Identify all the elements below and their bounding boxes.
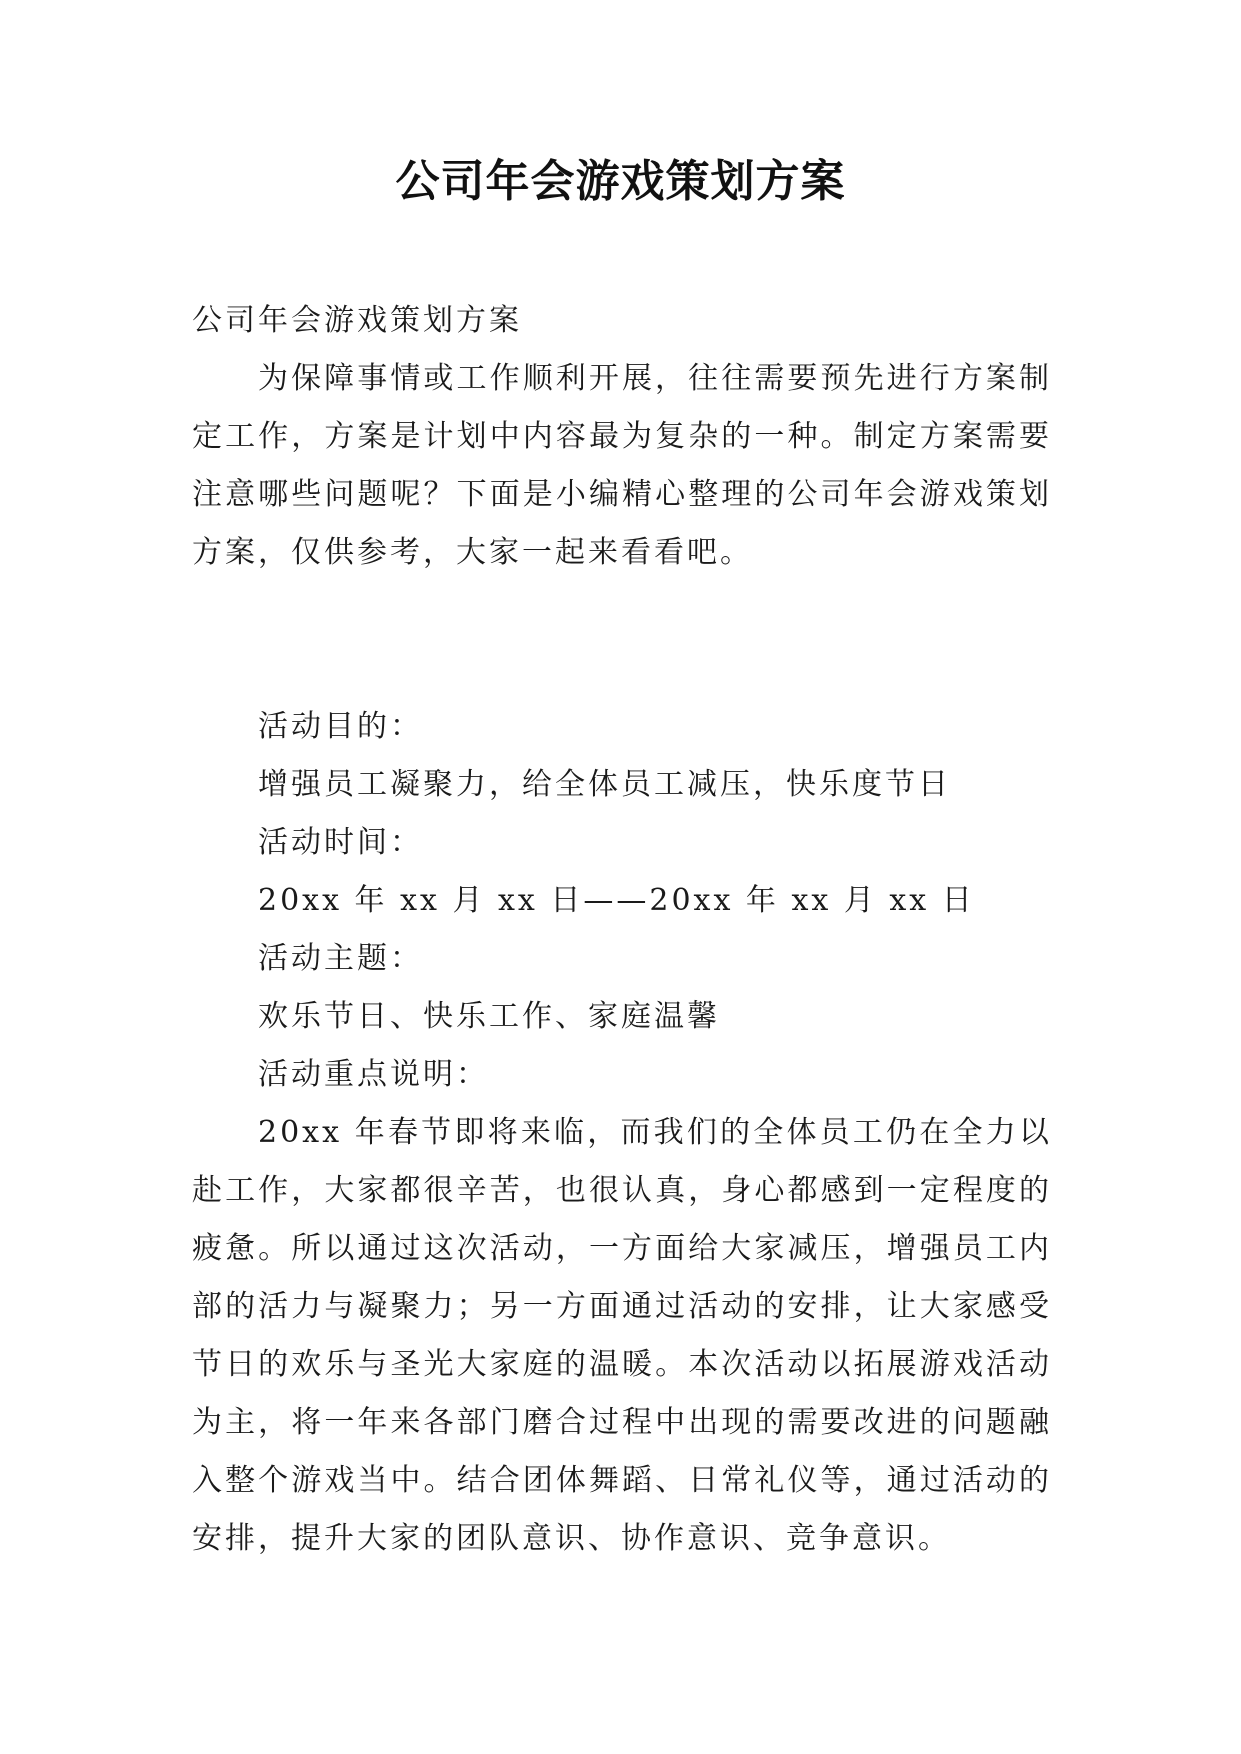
intro-paragraph: 为保障事情或工作顺利开展，往往需要预先进行方案制定工作，方案是计划中内容最为复杂的一种。制定方案需要注意哪些问题呢？下面是小编精心整理的公司年会游戏策划方案，仅供参考，大家一起来看看吧。 (192, 361, 1052, 570)
section-heading-theme: 活动主题： (258, 941, 423, 976)
document-title: 公司年会游戏策划方案 (395, 156, 846, 207)
section-content-theme: 欢乐节日、快乐工作、家庭温馨 (258, 999, 720, 1034)
document-subtitle: 公司年会游戏策划方案 (192, 303, 522, 338)
section-content-purpose: 增强员工凝聚力，给全体员工减压，快乐度节日 (258, 767, 951, 802)
document-body (192, 292, 1052, 1568)
section-heading-time: 活动时间： (258, 825, 423, 860)
section-content-key-notes: 20xx 年春节即将来临，而我们的全体员工仍在全力以赴工作，大家都很辛苦，也很认真，身心都感到一定程度的疲惫。所以通过这次活动，一方面给大家减压，增强员工内部的活力与凝聚力；另一方面通过活动的安排，让大家感受节日的欢乐与圣光大家庭的温暖。本次活动以拓展游戏活动为主，将一年来各部门磨合过程中出现的需要改进的问题融入整个游戏当中。结合团体舞蹈、日常礼仪等，通过活动的安排，提升大家的团队意识、协作意识、竞争意识。 (192, 1115, 1052, 1556)
section-content-time: 20xx 年 xx 月 xx 日——20xx 年 xx 月 xx 日 (258, 883, 975, 918)
section-spacer (192, 582, 1052, 698)
section-heading-key-notes: 活动重点说明： (258, 1057, 489, 1092)
section-heading-purpose: 活动目的： (258, 709, 423, 744)
